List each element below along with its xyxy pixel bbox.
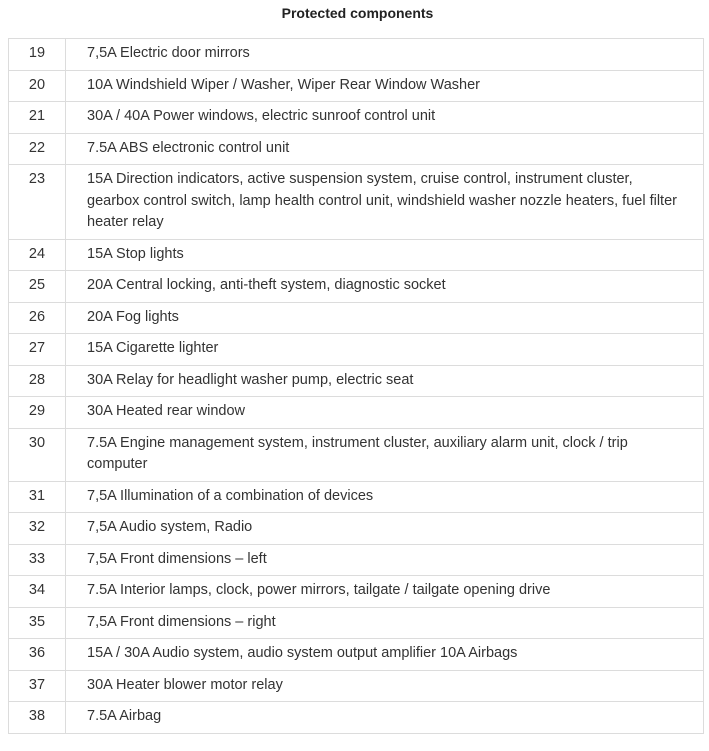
table-row: [9, 544, 704, 576]
fuse-number: 30: [9, 428, 66, 481]
table-row: [9, 576, 704, 608]
fuse-description: 7,5A Illumination of a combination of devices: [66, 481, 704, 513]
fuse-description: 15A Direction indicators, active suspension system, cruise control, instrument cluster, gearbox control switch, lamp health control unit, windshield washer nozzle heaters, fuel filter heater relay: [66, 165, 704, 240]
fuse-description: 20A Fog lights: [66, 302, 704, 334]
fuse-description: 15A Stop lights: [66, 239, 704, 271]
fuse-number: 20: [9, 70, 66, 102]
fuse-number: 33: [9, 544, 66, 576]
fuse-description: 30A Heated rear window: [66, 397, 704, 429]
table-row: [9, 239, 704, 271]
fuse-description: 7,5A Front dimensions – right: [66, 607, 704, 639]
fuse-number: 27: [9, 334, 66, 366]
fuse-number: 25: [9, 271, 66, 303]
table-row: [9, 271, 704, 303]
fuse-description: 7,5A Audio system, Radio: [66, 513, 704, 545]
fuse-description: 10A Windshield Wiper / Washer, Wiper Rear Window Washer: [66, 70, 704, 102]
fuse-number: 36: [9, 639, 66, 671]
fuse-number: 31: [9, 481, 66, 513]
table-row: [9, 165, 704, 240]
fuse-description: 15A Cigarette lighter: [66, 334, 704, 366]
fuse-description: 7,5A Front dimensions – left: [66, 544, 704, 576]
table-title: Protected components: [281, 5, 434, 21]
table-row: [9, 102, 704, 134]
table-row: [9, 481, 704, 513]
table-row: [9, 334, 704, 366]
fuse-number: 34: [9, 576, 66, 608]
fuse-description: 30A Relay for headlight washer pump, electric seat: [66, 365, 704, 397]
table-row: [9, 513, 704, 545]
fuse-number: 35: [9, 607, 66, 639]
fuse-description: 7.5A Airbag: [66, 702, 704, 734]
fuse-number: 37: [9, 670, 66, 702]
fuse-number: 23: [9, 165, 66, 240]
fuse-number: 32: [9, 513, 66, 545]
fuse-number: 19: [9, 39, 66, 71]
fuse-number: 38: [9, 702, 66, 734]
table-row: [9, 70, 704, 102]
table-row: [9, 365, 704, 397]
table-row: [9, 39, 704, 71]
fuse-description: 7,5A Electric door mirrors: [66, 39, 704, 71]
table-row: [9, 302, 704, 334]
fuse-description: 20A Central locking, anti-theft system, diagnostic socket: [66, 271, 704, 303]
fuse-number: 28: [9, 365, 66, 397]
table-row: [9, 670, 704, 702]
fuse-table-body: [9, 39, 704, 734]
fuse-description: 15A / 30A Audio system, audio system output amplifier 10A Airbags: [66, 639, 704, 671]
fuse-table: [8, 38, 704, 734]
fuse-description: 7.5A Engine management system, instrument cluster, auxiliary alarm unit, clock / trip computer: [66, 428, 704, 481]
table-row: [9, 607, 704, 639]
table-row: [9, 639, 704, 671]
fuse-description: 30A Heater blower motor relay: [66, 670, 704, 702]
fuse-description: 7.5A Interior lamps, clock, power mirrors, tailgate / tailgate opening drive: [66, 576, 704, 608]
table-row: [9, 702, 704, 734]
fuse-number: 24: [9, 239, 66, 271]
table-row: [9, 428, 704, 481]
table-row: [9, 397, 704, 429]
fuse-number: 29: [9, 397, 66, 429]
table-row: [9, 133, 704, 165]
fuse-number: 21: [9, 102, 66, 134]
fuse-description: 30A / 40A Power windows, electric sunroof control unit: [66, 102, 704, 134]
fuse-number: 26: [9, 302, 66, 334]
fuse-description: 7.5A ABS electronic control unit: [66, 133, 704, 165]
fuse-number: 22: [9, 133, 66, 165]
